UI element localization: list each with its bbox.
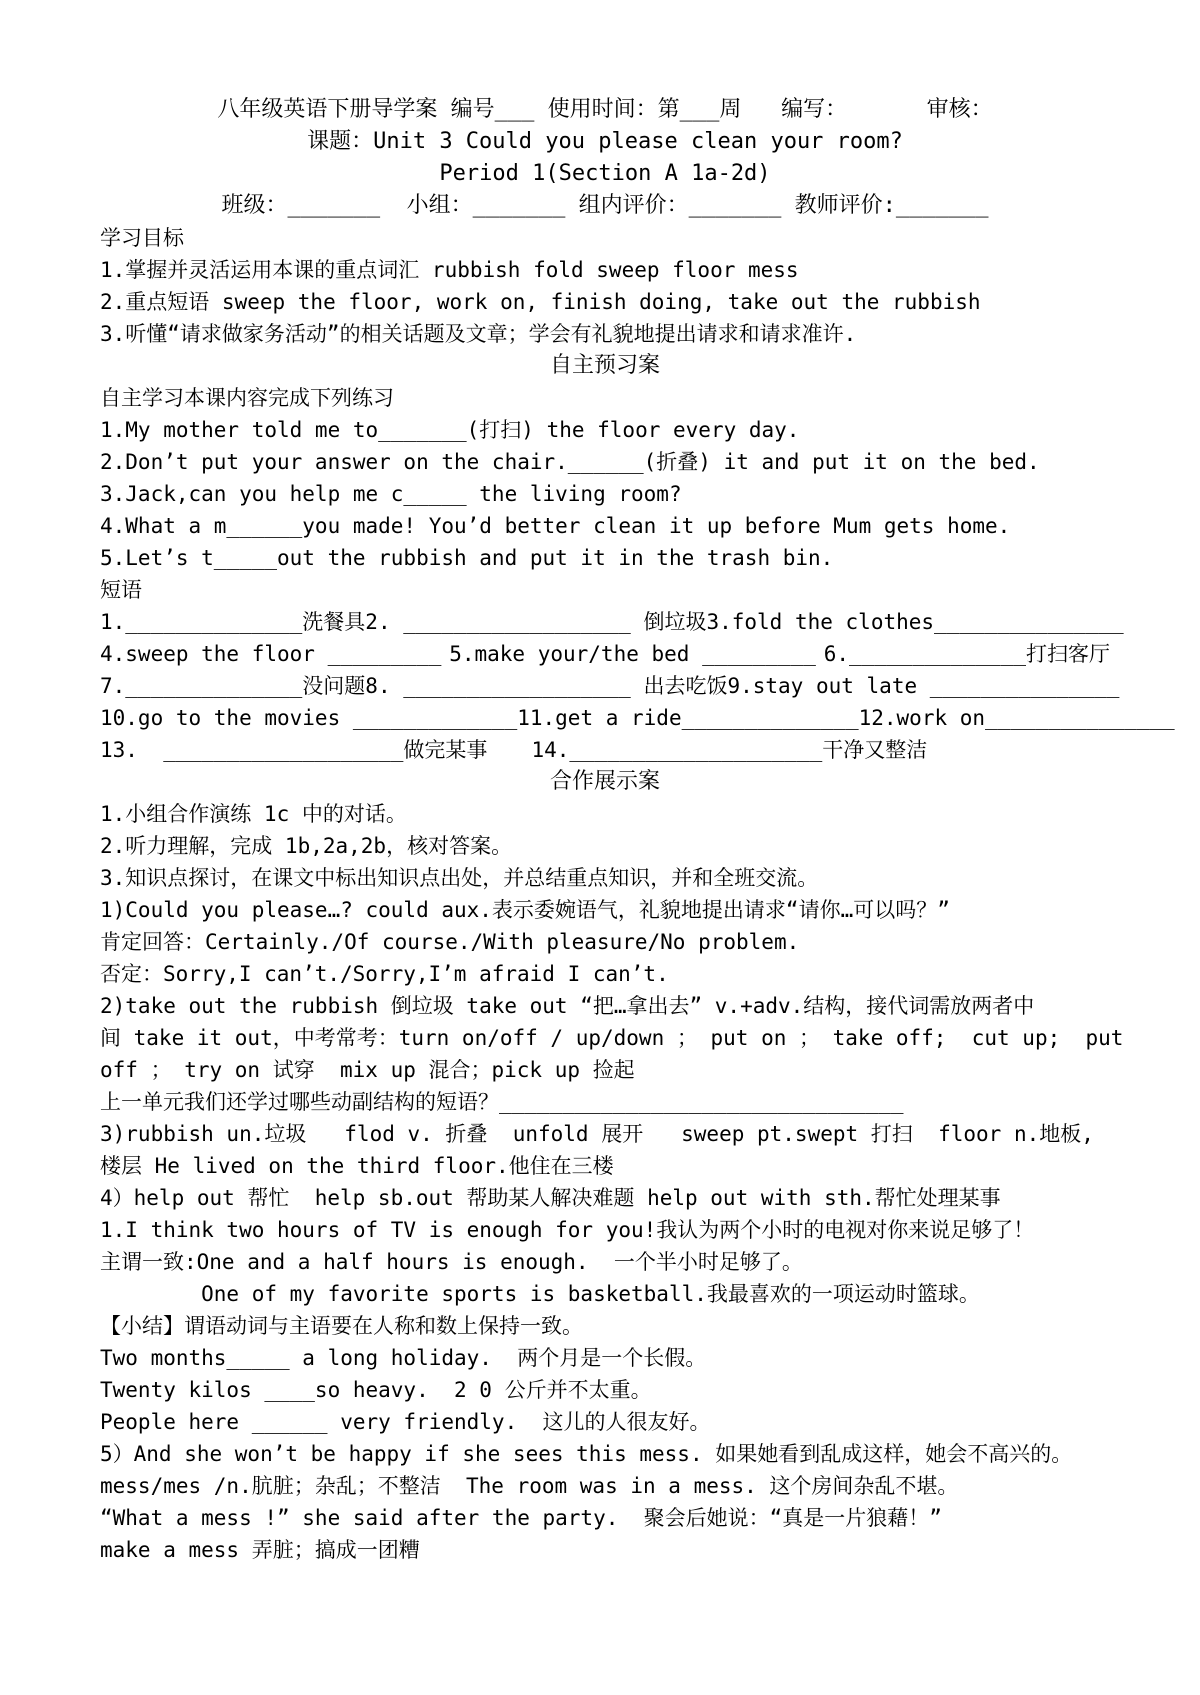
objective-item: 3.听懂“请求做家务活动”的相关话题及文章；学会有礼貌地提出请求和请求准许. [100,322,857,346]
objective-item: 2.重点短语 sweep the floor, work on, finish doing, take out the rubbish [100,290,981,314]
cooperation-line: 2)take out the rubbish 倒垃圾 take out “把…拿出去” v.+adv.结构，接代词需放两者中 [100,994,1035,1018]
phrase-item: 3.fold the clothes_______________ [706,610,1124,634]
phrase-row [100,638,1110,670]
phrase-item: 7.______________没问题 [100,674,366,698]
cooperation-line: 间 take it out，中考常考：turn on/off / up/down ； put on ； take off; cut up; put [100,1026,1124,1050]
phrase-item: 12.work on_______________ [858,706,1175,730]
phrase-row [100,702,1175,734]
preview-section-title: 自主预习案 [549,353,660,378]
cooperation-line: 1)Could you please…? could aux.表示委婉语气，礼貌地提出请求“请你…可以吗？” [100,898,950,922]
phrase-item: 13. ___________________做完某事 [100,738,488,762]
phrase-item: 4.sweep the floor _________ [100,642,442,666]
phrase-item: 9.stay out late _______________ [727,674,1120,698]
lesson-title: 课题：Unit 3 Could you please clean your room? [307,129,903,154]
summary-line: 【小结】谓语动词与主语要在人称和数上保持一致。 [100,1314,583,1338]
exercise-item: 3.Jack,can you help me c_____ the living room? [100,482,682,506]
phrase-row [100,606,1124,638]
cooperation-line: 3)rubbish un.垃圾 flod v. 折叠 unfold 展开 sweep pt.swept 打扫 floor n.地板, [100,1122,1094,1146]
cooperation-line: “What a mess !” she said after the party. 聚会后她说：“真是一片狼藉！” [100,1506,942,1530]
cooperation-section-title: 合作展示案 [549,769,660,794]
phrase-item: 14.____________________干净又整洁 [531,738,928,762]
cooperation-line: 1.小组合作演练 1c 中的对话。 [100,802,407,826]
exercise-item: 5.Let’s t_____out the rubbish and put it in the trash bin. [100,546,834,570]
cooperation-line: Two months_____ a long holiday. 两个月是一个长假。 [100,1346,707,1370]
cooperation-line: 主谓一致:One and a half hours is enough. 一个半小时足够了。 [100,1250,803,1274]
cooperation-line: One of my favorite sports is basketball.我最喜欢的一项运动时篮球。 [100,1282,980,1306]
cooperation-line: 否定：Sorry,I can’t./Sorry,I’m afraid I can’t. [100,962,669,986]
cooperation-line: 5）And she won’t be happy if she sees this mess. 如果她看到乱成这样，她会不高兴的。 [100,1442,1073,1466]
phrase-item: 8. __________________ 出去吃饭 [365,674,728,698]
phrase-item: 11.get a ride______________ [517,706,859,730]
phrase-row [100,734,960,766]
objectives-heading: 学习目标 [100,226,184,250]
phrases-heading: 短语 [100,578,142,602]
phrase-item: 10.go to the movies _____________ [100,706,518,730]
cooperation-line: People here ______ very friendly. 这儿的人很友好。 [100,1410,711,1434]
cooperation-line: off ； try on 试穿 mix up 混合；pick up 捡起 [100,1058,635,1082]
class-evaluation-line: 班级：_______ 小组：_______ 组内评价：_______ 教师评价:_______ [221,193,989,218]
cooperation-line: 肯定回答：Certainly./Of course./With pleasure/No problem. [100,930,800,954]
cooperation-line: Twenty kilos ____so heavy. 2 0 公斤并不太重。 [100,1378,652,1402]
exercise-item: 2.Don’t put your answer on the chair.______(折叠) it and put it on the bed. [100,450,1040,474]
cooperation-line: 4）help out 帮忙 help sb.out 帮助某人解决难题 help out with sth.帮忙处理某事 [100,1186,1001,1210]
phrase-item: 5.make your/the bed _________ [449,642,816,666]
period-title: Period 1(Section A 1a-2d) [439,161,771,186]
preview-intro: 自主学习本课内容完成下列练习 [100,386,394,410]
cooperation-line: 2.听力理解，完成 1b,2a,2b，核对答案。 [100,834,513,858]
exercise-item: 1.My mother told me to_______(打扫) the floor every day. [100,418,800,442]
cooperation-line: 1.I think two hours of TV is enough for you!我认为两个小时的电视对你来说足够了！ [100,1218,1035,1242]
cooperation-line: 3.知识点探讨，在课文中标出知识点出处，并总结重点知识，并和全班交流。 [100,866,819,890]
cooperation-line: mess/mes /n.肮脏；杂乱；不整洁 The room was in a mess. 这个房间杂乱不堪。 [100,1474,959,1498]
phrase-item: 6.______________打扫客厅 [823,642,1110,666]
exercise-item: 4.What a m______you made! You’d better clean it up before Mum gets home. [100,514,1011,538]
phrase-item: 1.______________洗餐具 [100,610,366,634]
objective-item: 1.掌握并灵活运用本课的重点词汇 rubbish fold sweep floor mess [100,258,799,282]
phrase-item: 2. __________________ 倒垃圾 [365,610,707,634]
phrase-row [100,670,1120,702]
cooperation-line: 上一单元我们还学过哪些动副结构的短语？________________________________ [100,1090,904,1114]
cooperation-line: make a mess 弄脏；搞成一团糟 [100,1538,420,1562]
header-info-line: 八年级英语下册导学案 编号___ 使用时间：第___周 编写： 审核： [217,97,993,122]
cooperation-line: 楼层 He lived on the third floor.他住在三楼 [100,1154,614,1178]
